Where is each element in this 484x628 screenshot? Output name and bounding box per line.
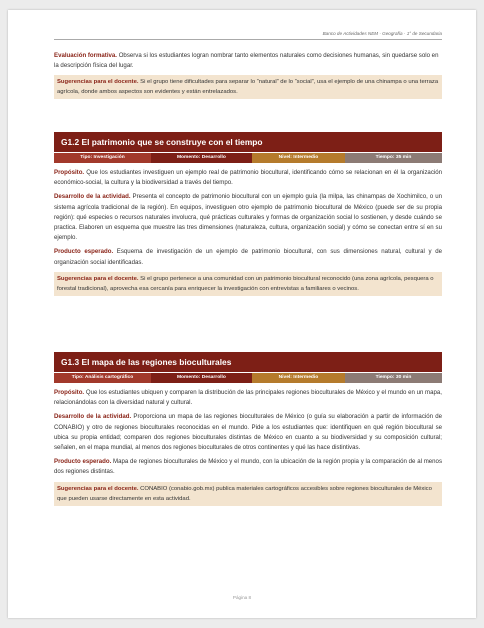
purpose-text: Que los estudiantes investiguen un ejemplo real de patrimonio biocultural, identificando cómo se relacionan en él la organización económico-social, la cultura y la biodiversidad a través del tiempo. [54, 169, 442, 187]
teacher-tip-box [54, 75, 442, 99]
product-paragraph [54, 247, 442, 267]
development-text: Proporciona un mapa de las regiones bioculturales de México (o guía su elaboración a partir de información de CONABIO) y otro de regiones bioculturales reconocidas en el mundo. Pide a los estudiantes que: identifiquen en qué región biocultural se ubica su propia entidad; comparen dos regiones bioculturales distintas de México en cuanto a su biodiversidad y su composición cultural; señalen, en el mapa mundial, al menos dos regiones bioculturales de otros continentes y qué las hace distintivas. [54, 413, 443, 452]
evaluation-label: Evaluación formativa. [54, 52, 117, 59]
purpose-label: Propósito. [54, 389, 85, 396]
product-text: Mapa de regiones bioculturales de México y el mundo, con la ubicación de la región propia y la comparación de al menos dos regiones distintas. [54, 458, 442, 476]
teacher-tip-text: Si el grupo tiene dificultades para separar lo “natural” de lo “social”, usa el ejemplo de una chinampa o una terraza agrícola, donde ambos aspectos son evidentes y están entrelazados. [57, 79, 439, 96]
activity-section-g1-3 [54, 352, 442, 506]
meta-level: Nivel: Intermedio [252, 153, 345, 163]
purpose-text: Que los estudiantes ubiquen y comparen la distribución de las principales regiones bioculturales de México y el mundo en un mapa, relacionándolas con la diversidad natural y cultural. [54, 389, 442, 407]
meta-level: Nivel: Intermedio [252, 373, 345, 383]
meta-type: Tipo: Análisis cartográfico [54, 373, 151, 383]
purpose-paragraph [54, 168, 442, 188]
product-label: Producto esperado. [54, 458, 112, 466]
teacher-tip-label: Sugerencias para el docente. [57, 485, 139, 492]
activity-meta-bar [54, 373, 442, 383]
purpose-paragraph [54, 388, 442, 408]
evaluation-text: Observa si los estudiantes logran nombrar tanto elementos naturales como decisiones humanas, sin quedarse solo en la descripción física del lugar. [54, 52, 439, 70]
product-text: Esquema de investigación de un ejemplo de patrimonio biocultural, con sus dimensiones natural, cultural y de organización social identificadas. [54, 248, 442, 266]
section-title: G1.3 El mapa de las regiones bioculturales [54, 352, 442, 372]
meta-moment: Momento: Desarrollo [151, 153, 252, 163]
meta-time: Tiempo: 30 min [345, 373, 442, 383]
teacher-tip-text: CONABIO (conabio.gob.mx) publica materiales cartográficos accesibles sobre regiones bioculturales de México que pueden usarse directamente en esta actividad. [57, 485, 432, 502]
page-number: Página 8 [232, 595, 252, 600]
meta-time: Tiempo: 35 min [345, 153, 442, 163]
teacher-tip-text: Si el grupo pertenece a una comunidad con un patrimonio biocultural reconocido (una zona agrícola, pesquera o forestal tradicional), aprovecha esa cercanía para enriquecer la investigación con entrevistas a familiares o vecinos. [57, 275, 434, 292]
activity-section-g1-2 [54, 132, 442, 296]
development-label: Desarrollo de la actividad. [54, 193, 131, 201]
development-text: Presenta el concepto de patrimonio biocultural con un ejemplo guía (la milpa, las chinampas de Xochimilco, o un sistema agrícola tradicional de la región). En equipos, investiguen otro ejemplo de patrimonio biocultural de México (puede ser de su propia región): qué especies o recursos naturales involucra, qué prácticas culturales y formas de organización social lo sostienen, y desde cuándo se practica. Elaboren un esquema que muestre las tres dimensiones (naturaleza, cultura, organización social) y cómo se conectan entre sí en su ejemplo. [54, 193, 442, 242]
header-divider [54, 39, 442, 40]
teacher-tip-label: Sugerencias para el docente. [57, 79, 139, 86]
running-header: Banco de Actividades NEM · Geografía · 1° de Secundaria [322, 31, 442, 36]
product-paragraph [54, 457, 442, 477]
activity-meta-bar [54, 153, 442, 163]
evaluation-paragraph [54, 51, 442, 71]
teacher-tip-label: Sugerencias para el docente. [57, 275, 139, 282]
document-page [8, 10, 476, 618]
product-label: Producto esperado. [54, 248, 114, 256]
teacher-tip-box [54, 482, 442, 506]
development-paragraph [54, 412, 442, 453]
development-paragraph [54, 192, 442, 243]
meta-type: Tipo: Investigación [54, 153, 151, 163]
teacher-tip-box [54, 272, 442, 296]
meta-moment: Momento: Desarrollo [151, 373, 252, 383]
purpose-label: Propósito. [54, 169, 85, 176]
evaluation-block [54, 51, 442, 99]
development-label: Desarrollo de la actividad. [54, 413, 132, 421]
section-title: G1.2 El patrimonio que se construye con el tiempo [54, 132, 442, 152]
